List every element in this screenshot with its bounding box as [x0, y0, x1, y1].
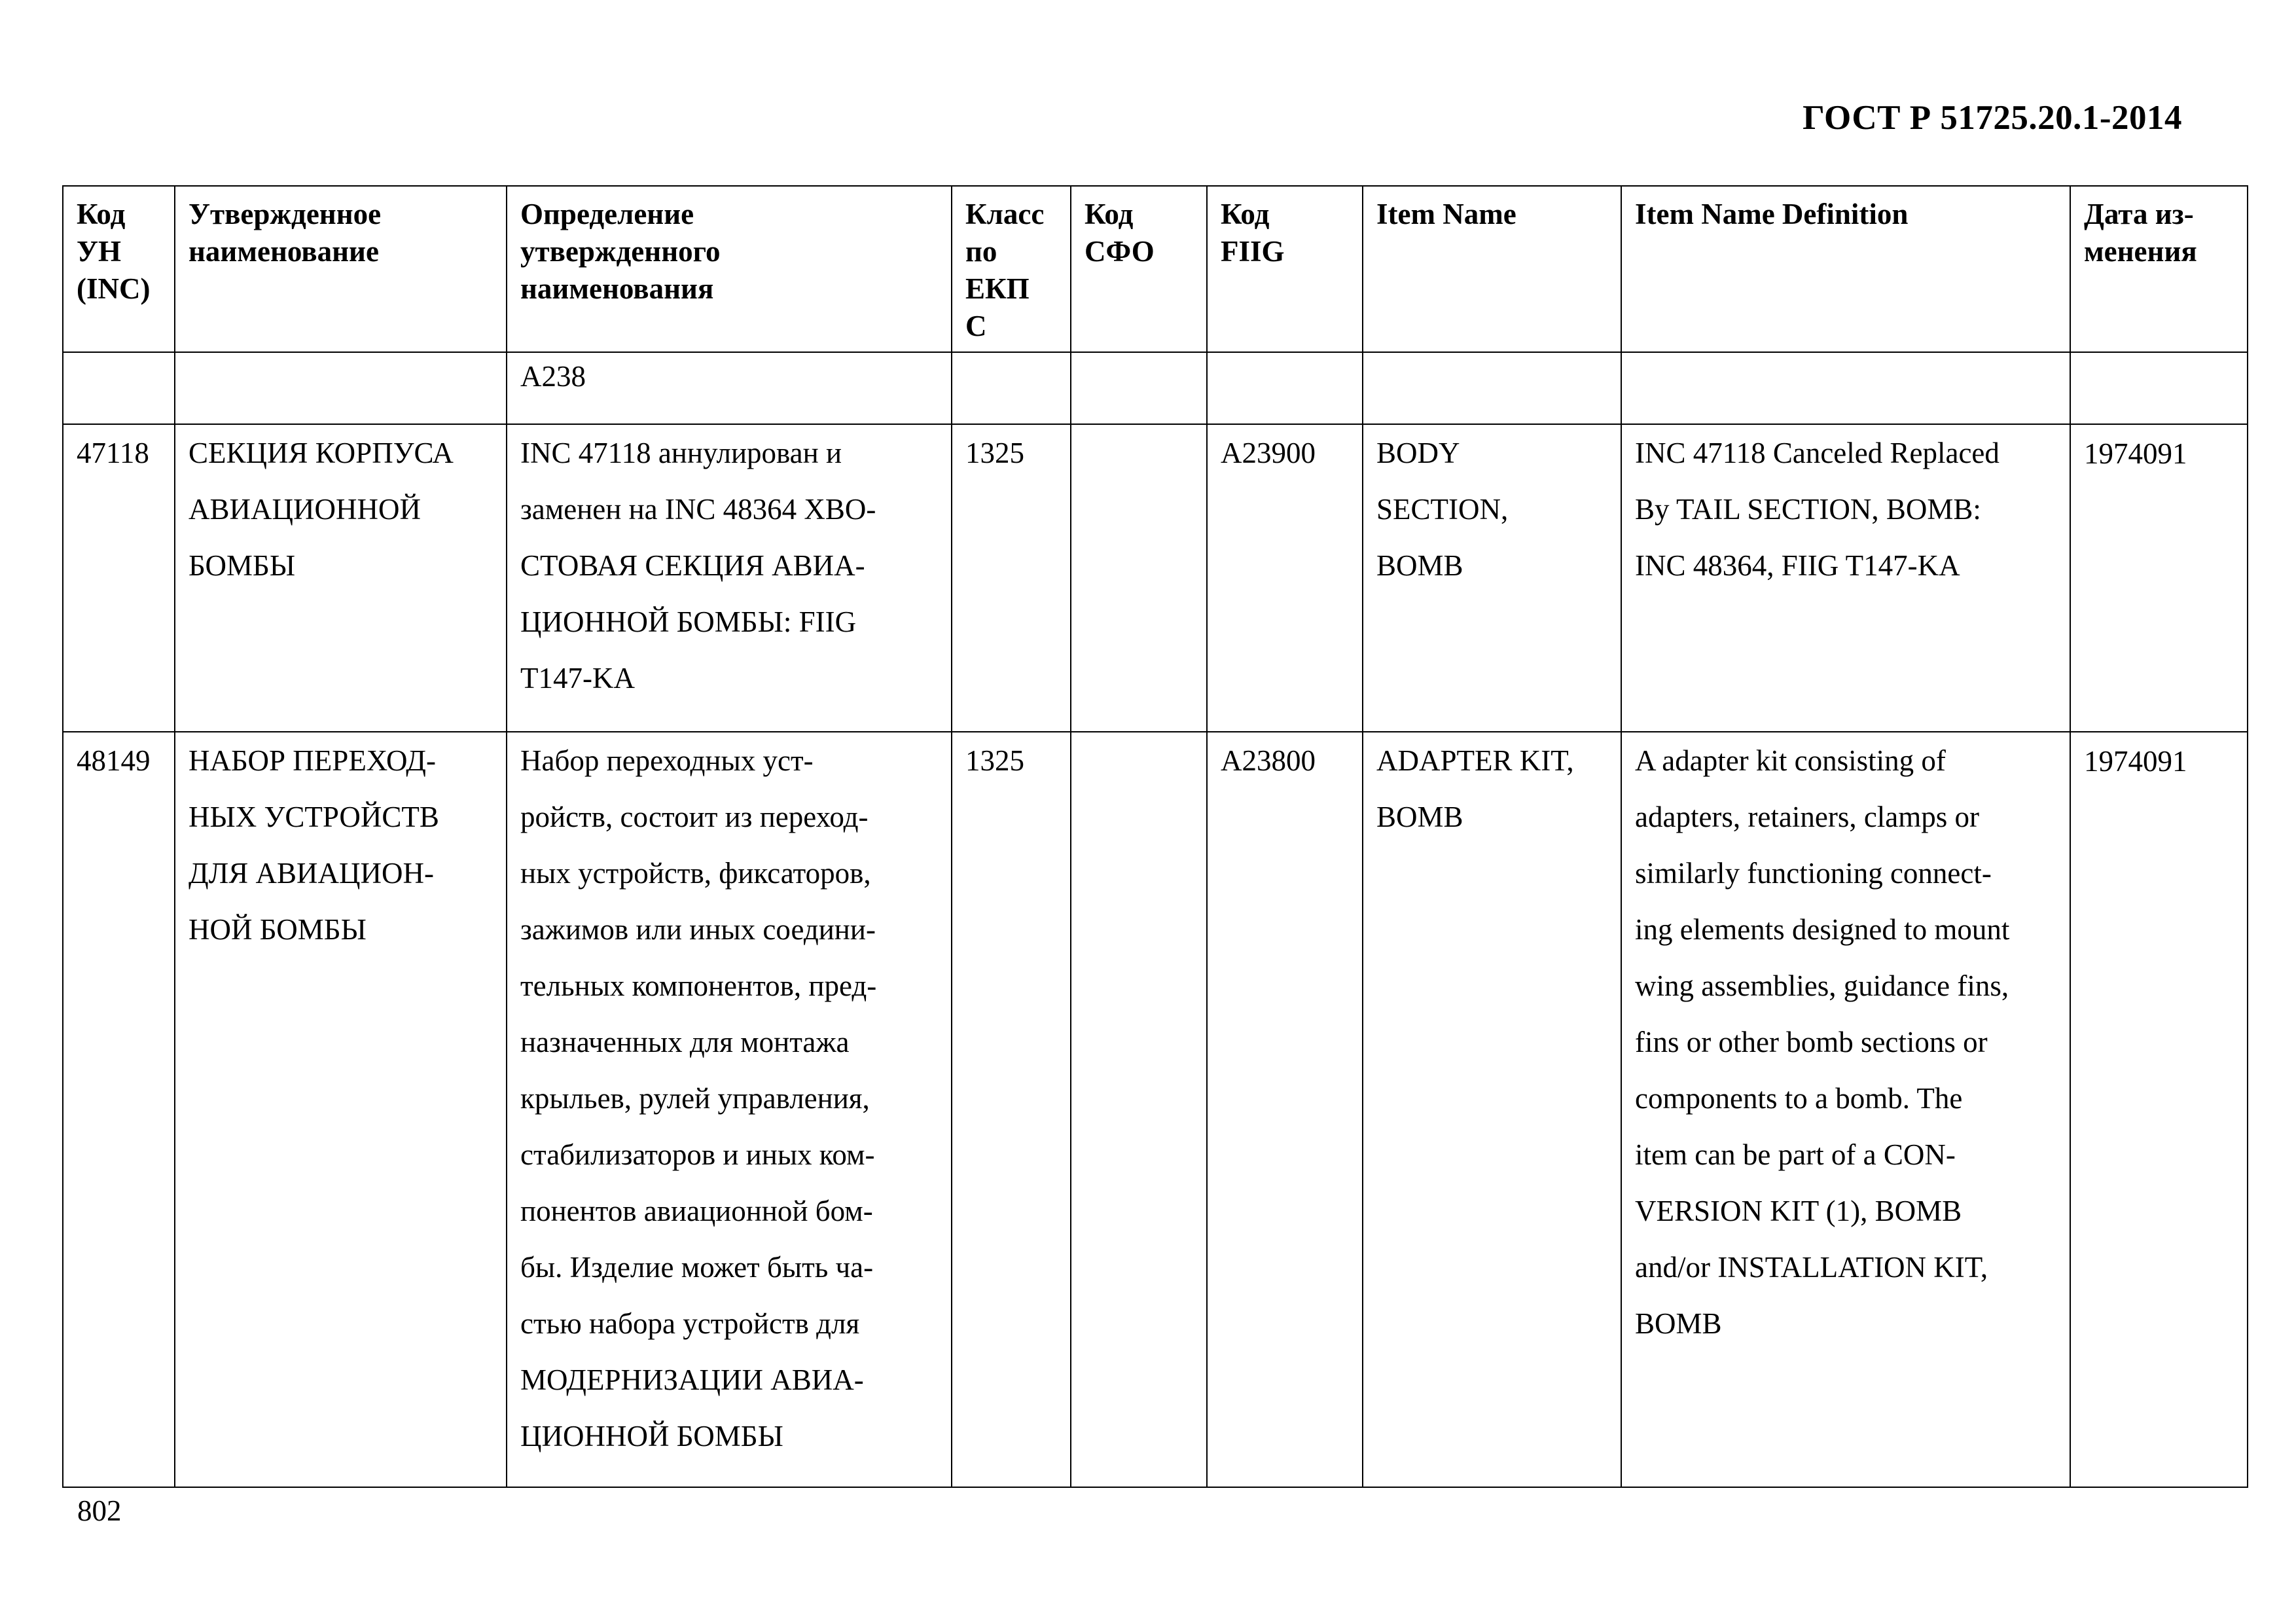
table-row [63, 732, 2248, 1487]
table-row-continuation [63, 352, 2248, 424]
table-header-row [63, 186, 2248, 352]
page-number: 802 [77, 1494, 122, 1527]
cell-definition: A238 [507, 352, 952, 424]
column-header-item-definition: Item Name Definition [1621, 186, 2070, 352]
cell-approved-name: НАБОР ПЕРЕХОД- НЫХ УСТРОЙСТВ ДЛЯ АВИАЦИОН- НОЙ БОМБЫ [175, 732, 507, 1487]
cell-class [952, 352, 1071, 424]
cell-definition: INC 47118 аннулирован и заменен на INC 48364 ХВО- СТОВАЯ СЕКЦИЯ АВИА- ЦИОННОЙ БОМБЫ: FIIG T147-KA [507, 424, 952, 732]
cell-definition: Набор переходных уст- ройств, состоит из переход- ных устройств, фиксаторов, зажимов или иных соедини- тельных компонентов, пред- назначенных для монтажа крыльев, рулей управления, стабилизаторов и иных ком- понентов авиационной бом- бы. Изделие может быть ча- стью набора устройств для МОДЕРНИЗАЦИИ АВИА- ЦИОННОЙ БОМБЫ [507, 732, 952, 1487]
cell-item-name: BODY SECTION, BOMB [1363, 424, 1621, 732]
cell-class: 1325 [952, 732, 1071, 1487]
cell-change-date: 1974091 [2070, 424, 2248, 732]
cell-sfo [1071, 424, 1207, 732]
column-header-definition: Определение утвержденного наименования [507, 186, 952, 352]
column-header-item-name: Item Name [1363, 186, 1621, 352]
document-standard-title: ГОСТ Р 51725.20.1-2014 [1803, 99, 2182, 137]
cell-approved-name [175, 352, 507, 424]
cell-class: 1325 [952, 424, 1071, 732]
column-header-change-date: Дата из- менения [2070, 186, 2248, 352]
cell-sfo [1071, 352, 1207, 424]
column-header-class: Класс по ЕКП С [952, 186, 1071, 352]
cell-item-definition: INC 47118 Canceled Replaced By TAIL SECTION, BOMB: INC 48364, FIIG T147-KA [1621, 424, 2070, 732]
cell-item-definition: A adapter kit consisting of adapters, retainers, clamps or similarly functioning connect- ing elements designed to mount wing assemblies, guidance fins, fins or other bomb sections or components to a bomb. The item can be part of a CON- VERSION KIT (1), BOMB and/or INSTALLATION KIT, BOMB [1621, 732, 2070, 1487]
classification-table [62, 185, 2248, 1488]
cell-item-name: ADAPTER KIT, BOMB [1363, 732, 1621, 1487]
cell-item-name [1363, 352, 1621, 424]
cell-inc: 48149 [63, 732, 175, 1487]
cell-change-date [2070, 352, 2248, 424]
cell-fiig [1207, 352, 1363, 424]
cell-inc: 47118 [63, 424, 175, 732]
cell-fiig: A23800 [1207, 732, 1363, 1487]
table-row [63, 424, 2248, 732]
column-header-sfo: Код СФО [1071, 186, 1207, 352]
cell-fiig: A23900 [1207, 424, 1363, 732]
cell-approved-name: СЕКЦИЯ КОРПУСА АВИАЦИОННОЙ БОМБЫ [175, 424, 507, 732]
column-header-approved-name: Утвержденное наименование [175, 186, 507, 352]
cell-inc [63, 352, 175, 424]
cell-sfo [1071, 732, 1207, 1487]
column-header-inc: Код УН (INC) [63, 186, 175, 352]
cell-change-date: 1974091 [2070, 732, 2248, 1487]
cell-item-definition [1621, 352, 2070, 424]
column-header-fiig: Код FIIG [1207, 186, 1363, 352]
